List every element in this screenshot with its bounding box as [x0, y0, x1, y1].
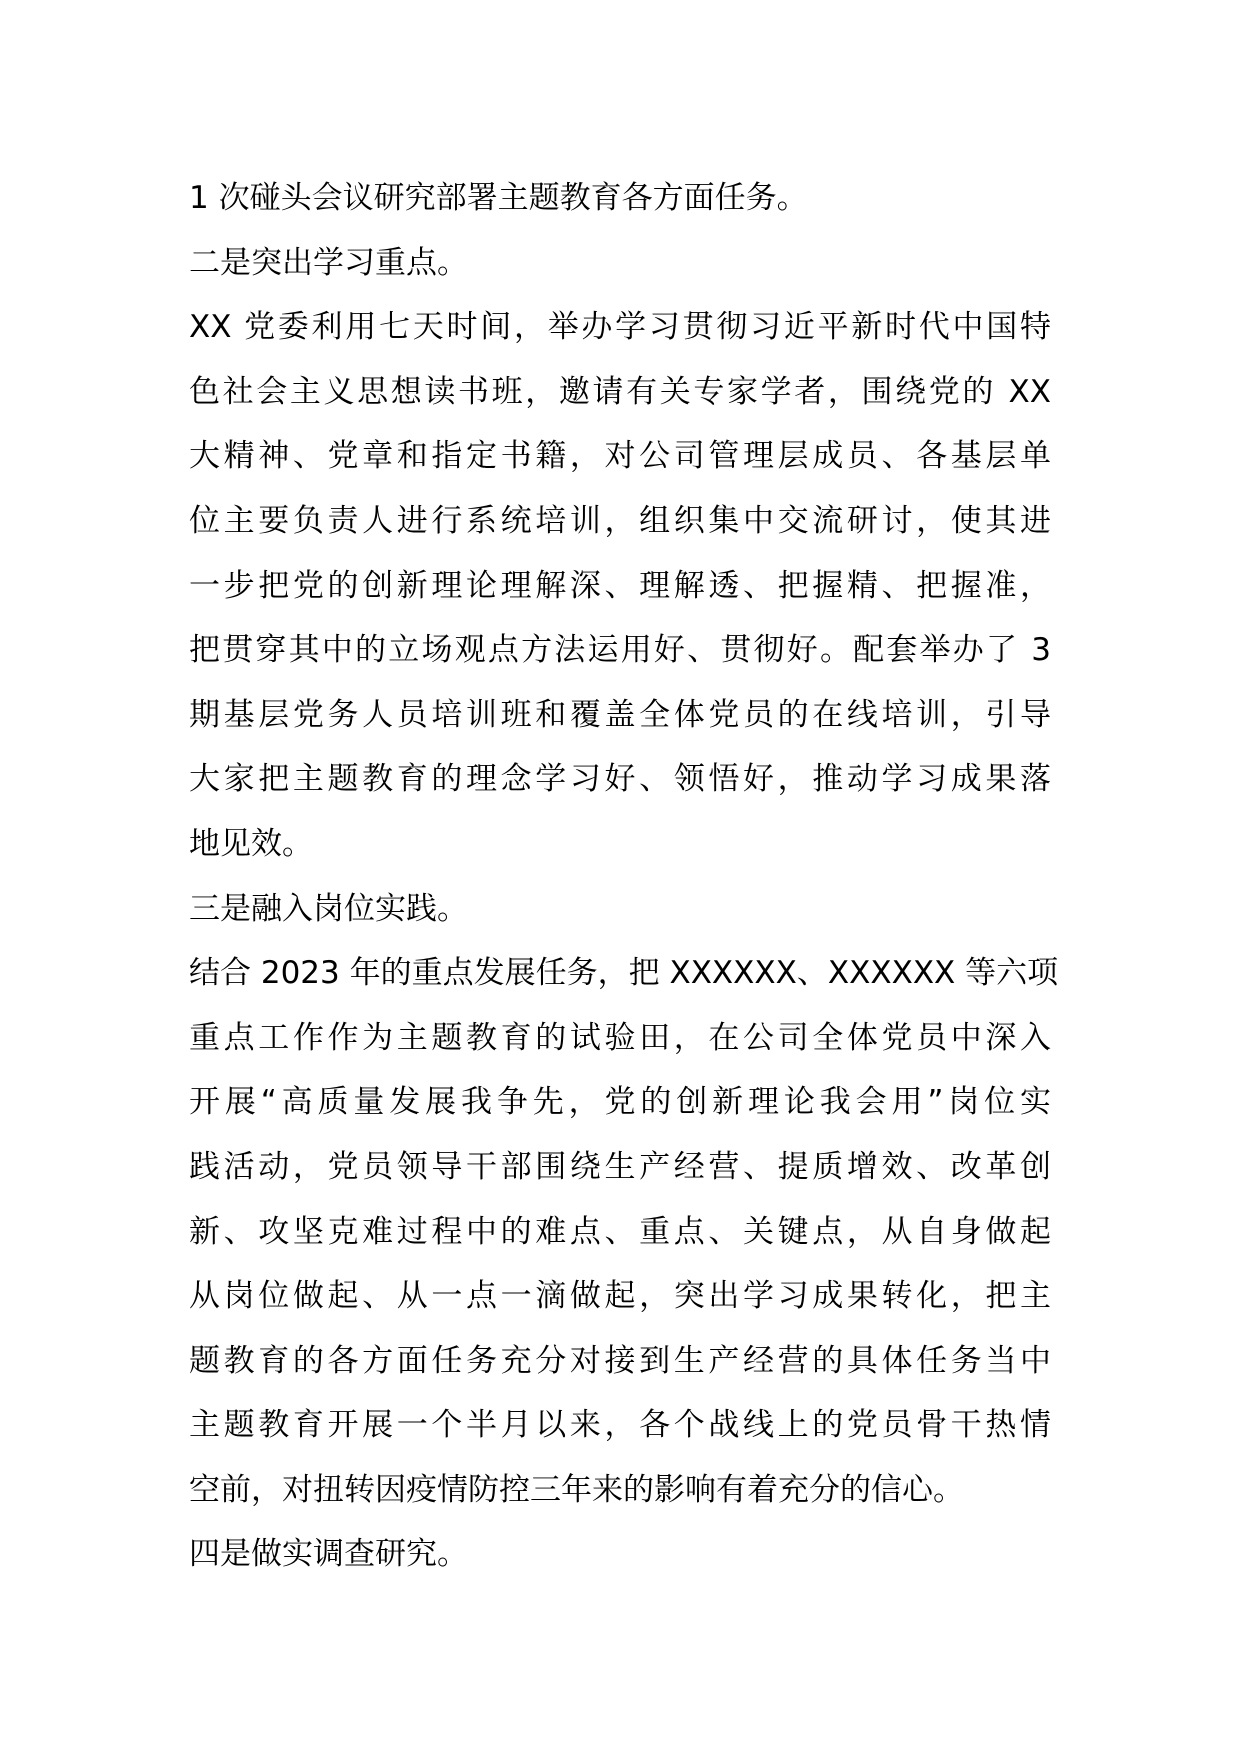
text-line: 一步把党的创新理论理解深、理解透、把握精、把握准，: [189, 567, 1051, 604]
text-line: 大家把主题教育的理念学习好、领悟好，推动学习成果落: [189, 761, 1051, 798]
text-line: 色社会主义思想读书班，邀请有关专家学者，围绕党的 XX: [189, 373, 1051, 410]
section-heading: 四是做实调查研究。: [189, 1536, 468, 1573]
text-line: 1 次碰头会议研究部署主题教育各方面任务。: [189, 180, 808, 216]
text-line: 重点工作作为主题教育的试验田，在公司全体党员中深入: [189, 1019, 1051, 1056]
text-line: 题教育的各方面任务充分对接到生产经营的具体任务当中: [189, 1342, 1051, 1379]
text-line: 空前，对扭转因疫情防控三年来的影响有着充分的信心。: [189, 1471, 964, 1508]
text-line: 期基层党务人员培训班和覆盖全体党员的在线培训，引导: [189, 696, 1051, 733]
document-body: [189, 166, 1059, 1587]
text-line: 开展“高质量发展我争先，党的创新理论我会用”岗位实: [189, 1084, 1051, 1121]
section-heading: 二是突出学习重点。: [189, 244, 468, 281]
text-line: XX 党委利用七天时间，举办学习贯彻习近平新时代中国特: [189, 309, 1051, 346]
text-line: 位主要负责人进行系统培训，组织集中交流研讨，使其进: [189, 502, 1051, 539]
text-line: 主题教育开展一个半月以来，各个战线上的党员骨干热情: [189, 1407, 1051, 1444]
text-line: 把贯穿其中的立场观点方法运用好、贯彻好。配套举办了 3: [189, 632, 1051, 669]
text-line: 大精神、党章和指定书籍，对公司管理层成员、各基层单: [189, 438, 1051, 475]
text-line: 从岗位做起、从一点一滴做起，突出学习成果转化，把主: [189, 1278, 1051, 1315]
text-line: 新、攻坚克难过程中的难点、重点、关键点，从自身做起: [189, 1213, 1051, 1250]
text-line: 地见效。: [189, 825, 313, 862]
text-line: 结合 2023 年的重点发展任务，把 XXXXXX、XXXXXX 等六项: [189, 955, 1059, 992]
section-heading: 三是融入岗位实践。: [189, 890, 468, 927]
text-line: 践活动，党员领导干部围绕生产经营、提质增效、改革创: [189, 1148, 1051, 1185]
